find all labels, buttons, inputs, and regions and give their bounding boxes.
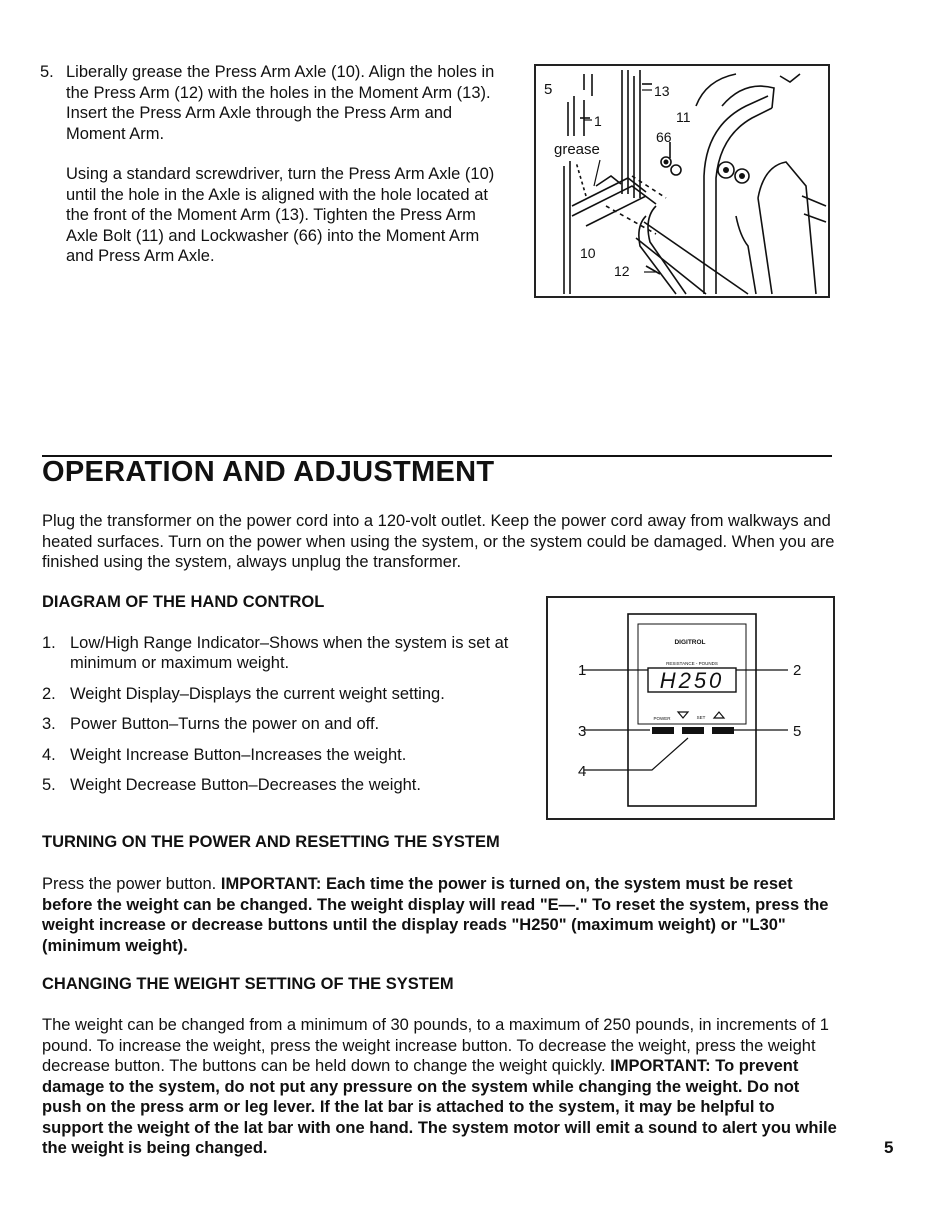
label-12: 12	[614, 263, 630, 279]
callout-4: 4	[578, 763, 587, 780]
step-5	[40, 62, 510, 267]
intro-paragraph: Plug the transformer on the power cord into a 120-volt outlet. Keep the power cord away from walkways and heated surfaces. Turn on the power when using the system, or the system could be damaged. When you are finished using the system, always unplug the transformer.	[42, 512, 835, 571]
label-1: 1	[594, 113, 602, 129]
section-title: OPERATION AND ADJUSTMENT	[42, 456, 495, 488]
power-label: POWER	[653, 716, 671, 721]
step-5-paragraph-2: Using a standard screwdriver, turn the Press Arm Axle (10) until the hole in the Axle is aligned with the hole located at the front of the Moment Arm (13). Tighten the Press Arm Axle Bolt (11) and Lockwasher (66) into the Moment Arm and Press Arm Axle.	[66, 165, 495, 265]
label-10: 10	[580, 245, 596, 261]
list-item: 5. Weight Decrease Button–Decreases the weight.	[42, 776, 421, 794]
list-item: 1. Low/High Range Indicator–Shows when the system is set at minimum or maximum weight.	[42, 634, 509, 672]
step-number: 5.	[40, 63, 54, 81]
label-11: 11	[676, 109, 691, 125]
label-66: 66	[656, 129, 672, 145]
press-arm-assembly-figure	[534, 64, 830, 298]
label-grease: grease	[554, 141, 600, 158]
callout-5: 5	[793, 723, 802, 740]
weight-display: H250	[659, 668, 725, 693]
press-arm-illustration	[536, 66, 828, 296]
weight-decrease-button[interactable]	[712, 727, 734, 734]
changing-weight-heading: CHANGING THE WEIGHT SETTING OF THE SYSTEM	[42, 975, 454, 993]
list-item: 3. Power Button–Turns the power on and off.	[42, 715, 380, 733]
hand-control-diagram	[546, 596, 835, 820]
turning-on-heading: TURNING ON THE POWER AND RESETTING THE SYSTEM	[42, 833, 500, 851]
hand-control-heading: DIAGRAM OF THE HAND CONTROL	[42, 593, 325, 611]
list-item: 2. Weight Display–Displays the current weight setting.	[42, 684, 445, 703]
power-button[interactable]	[652, 727, 674, 734]
display-caption: RESISTANCE - POUNDS	[666, 661, 718, 666]
weight-increase-button[interactable]	[682, 727, 704, 734]
changing-weight-paragraph: The weight can be changed from a minimum of 30 pounds, to a maximum of 250 pounds, in increments of 1 pound. To increase the weight, press the weight increase button. To decrease the weight, press the weight decrease button. The buttons can be held down to change the weight quickly. IMPORTANT: To prevent damage to the system, do not put any pressure on the system while changing the weight. Do not push on the press arm or leg lever. If the lat bar is attached to the system, it may be helpful to support the weight of the lat bar with one hand. The system motor will emit a sound to alert you while the weight is being changed.	[42, 1016, 837, 1157]
page-number: 5	[884, 1138, 894, 1157]
callout-2: 2	[793, 662, 802, 679]
label-5: 5	[544, 81, 553, 98]
brand-label: DIGITROL	[674, 639, 706, 646]
callout-1: 1	[578, 662, 587, 679]
turning-on-paragraph: Press the power button. IMPORTANT: Each time the power is turned on, the system must be reset before the weight can be changed. The weight display will read "E—." To reset the system, press the weight increase or decrease buttons until the display reads "H250" (maximum weight) or "L30" (minimum weight).	[42, 875, 829, 955]
step-5-paragraph-1: Liberally grease the Press Arm Axle (10). Align the holes in the Press Arm (12) with the holes in the Moment Arm (13). Insert the Press Arm Axle through the Press Arm and Moment Arm.	[66, 63, 495, 143]
list-item: 4. Weight Increase Button–Increases the weight.	[42, 745, 407, 764]
hand-control-list	[42, 633, 512, 806]
callout-3: 3	[578, 723, 587, 740]
hand-control-illustration	[548, 598, 833, 818]
set-label: SET	[696, 715, 706, 720]
label-13: 13	[654, 83, 670, 99]
